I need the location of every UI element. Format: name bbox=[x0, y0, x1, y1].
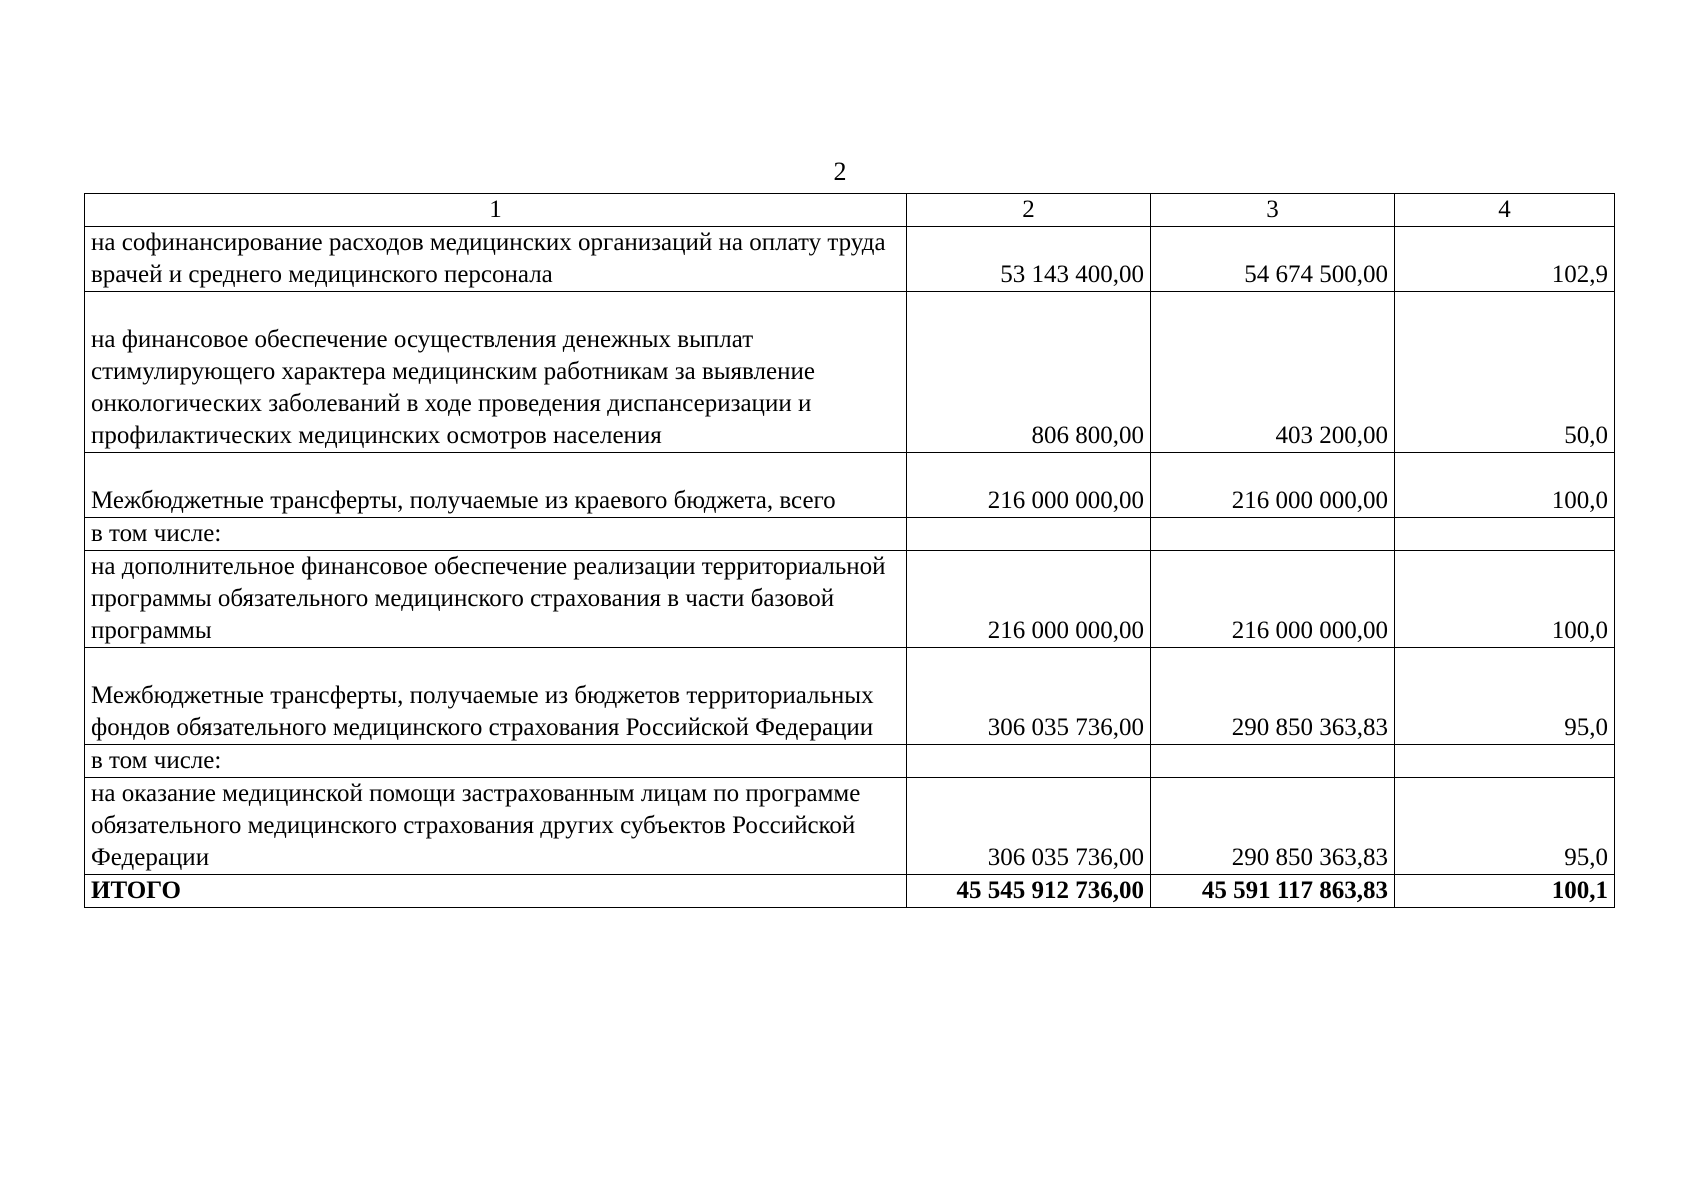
total-value-actual: 45 591 117 863,83 bbox=[1151, 875, 1395, 908]
header-cell-4: 4 bbox=[1395, 194, 1615, 227]
row-value-planned: 306 035 736,00 bbox=[907, 778, 1151, 875]
total-value-percent: 100,1 bbox=[1395, 875, 1615, 908]
row-value-actual bbox=[1151, 518, 1395, 551]
row-value-percent: 50,0 bbox=[1395, 292, 1615, 453]
table-total-row bbox=[85, 875, 1615, 908]
row-label: в том числе: bbox=[85, 745, 907, 778]
row-value-planned bbox=[907, 518, 1151, 551]
table-header-row bbox=[85, 194, 1615, 227]
row-value-planned: 216 000 000,00 bbox=[907, 551, 1151, 648]
row-label: на оказание медицинской помощи застрахованным лицам по программе обязательного медицинского страхования других субъектов Российской Федерации bbox=[85, 778, 907, 875]
row-label: Межбюджетные трансферты, получаемые из бюджетов территориальных фондов обязательного медицинского страхования Российской Федерации bbox=[85, 648, 907, 745]
row-value-percent: 100,0 bbox=[1395, 453, 1615, 518]
total-label: ИТОГО bbox=[85, 875, 907, 908]
row-value-actual: 54 674 500,00 bbox=[1151, 227, 1395, 292]
row-value-actual: 216 000 000,00 bbox=[1151, 453, 1395, 518]
table-row bbox=[85, 648, 1615, 745]
header-cell-1: 1 bbox=[85, 194, 907, 227]
row-value-actual: 216 000 000,00 bbox=[1151, 551, 1395, 648]
row-value-planned: 306 035 736,00 bbox=[907, 648, 1151, 745]
header-cell-2: 2 bbox=[907, 194, 1151, 227]
table-row bbox=[85, 551, 1615, 648]
row-value-percent bbox=[1395, 518, 1615, 551]
row-value-percent: 100,0 bbox=[1395, 551, 1615, 648]
row-value-percent bbox=[1395, 745, 1615, 778]
row-label: в том числе: bbox=[85, 518, 907, 551]
total-value-planned: 45 545 912 736,00 bbox=[907, 875, 1151, 908]
row-value-planned: 53 143 400,00 bbox=[907, 227, 1151, 292]
row-value-percent: 95,0 bbox=[1395, 648, 1615, 745]
row-label: на финансовое обеспечение осуществления денежных выплат стимулирующего характера медицинским работникам за выявление онкологических заболеваний в ходе проведения диспансеризации и профилактических медицинских осмотров населения bbox=[85, 292, 907, 453]
row-value-actual: 290 850 363,83 bbox=[1151, 778, 1395, 875]
row-value-actual: 403 200,00 bbox=[1151, 292, 1395, 453]
budget-table bbox=[84, 193, 1615, 908]
table-row bbox=[85, 227, 1615, 292]
row-value-planned: 806 800,00 bbox=[907, 292, 1151, 453]
header-cell-3: 3 bbox=[1151, 194, 1395, 227]
row-label: на дополнительное финансовое обеспечение реализации территориальной программы обязательного медицинского страхования в части базовой программы bbox=[85, 551, 907, 648]
page-number: 2 bbox=[833, 157, 847, 186]
row-value-actual bbox=[1151, 745, 1395, 778]
row-value-planned bbox=[907, 745, 1151, 778]
row-label: на софинансирование расходов медицинских организаций на оплату труда врачей и среднего медицинского персонала bbox=[85, 227, 907, 292]
row-value-planned: 216 000 000,00 bbox=[907, 453, 1151, 518]
table-row bbox=[85, 518, 1615, 551]
row-label: Межбюджетные трансферты, получаемые из краевого бюджета, всего bbox=[85, 453, 907, 518]
table-row bbox=[85, 453, 1615, 518]
table-row bbox=[85, 778, 1615, 875]
table-row bbox=[85, 745, 1615, 778]
row-value-actual: 290 850 363,83 bbox=[1151, 648, 1395, 745]
row-value-percent: 102,9 bbox=[1395, 227, 1615, 292]
row-value-percent: 95,0 bbox=[1395, 778, 1615, 875]
table-row bbox=[85, 292, 1615, 453]
